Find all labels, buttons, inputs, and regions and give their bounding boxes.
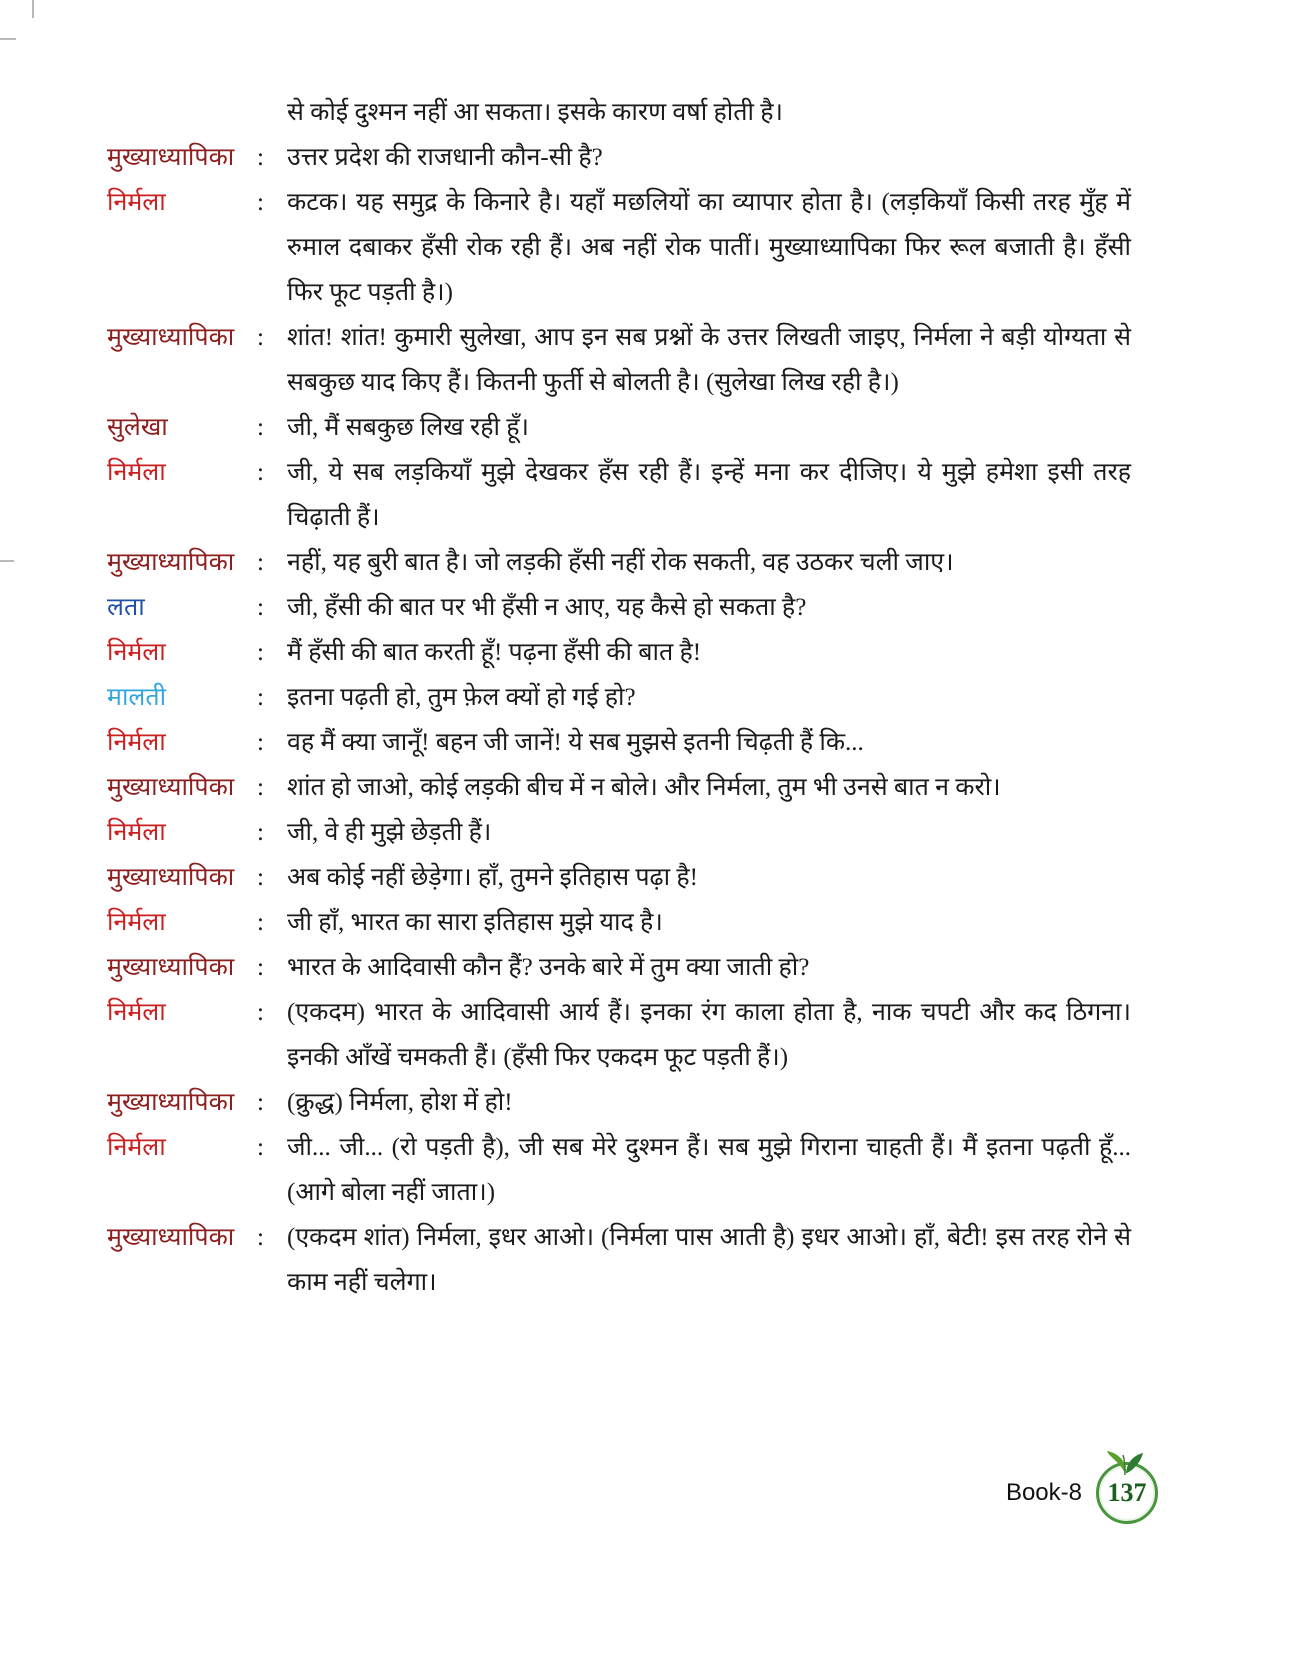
- dialogue-row: [107, 315, 1131, 405]
- crop-mark: [0, 560, 14, 562]
- dialogue-text: शांत हो जाओ, कोई लड़की बीच में न बोले। और निर्मला, तुम भी उनसे बात न करो।: [287, 774, 1001, 801]
- dialogue-text: (एकदम शांत) निर्मला, इधर आओ। (निर्मला पास आती है) इधर आओ। हाँ, बेटी! इस तरह रोने से काम नहीं चलेगा।: [287, 1224, 1131, 1296]
- dialogue-row: [107, 855, 1131, 900]
- speaker-colon: :: [257, 864, 264, 891]
- speaker-colon: :: [257, 819, 264, 846]
- dialogue-text: जी, मैं सबकुछ लिख रही हूँ।: [287, 414, 529, 441]
- speaker-colon: :: [257, 459, 264, 486]
- speaker-name: मालती: [107, 684, 167, 711]
- dialogue-text: (क्रुद्ध) निर्मला, होश में हो!: [287, 1089, 513, 1116]
- dialogue-row: [107, 720, 1131, 765]
- speaker-name: मुख्याध्यापिका: [107, 144, 235, 171]
- speaker-colon: :: [257, 909, 264, 936]
- leaf-icon: [1105, 1449, 1145, 1475]
- speaker-name: मुख्याध्यापिका: [107, 774, 235, 801]
- speaker-name: मुख्याध्यापिका: [107, 954, 235, 981]
- dialogue-text: वह मैं क्या जानूँ! बहन जी जानें! ये सब मुझसे इतनी चिढ़ती हैं कि...: [287, 729, 864, 756]
- speaker-colon: :: [257, 189, 264, 216]
- speaker-colon: :: [257, 594, 264, 621]
- dialogue-text: नहीं, यह बुरी बात है। जो लड़की हँसी नहीं रोक सकती, वह उठकर चली जाए।: [287, 549, 954, 576]
- speaker-name: मुख्याध्यापिका: [107, 864, 235, 891]
- speaker-name: निर्मला: [107, 909, 166, 936]
- dialogue-text: (एकदम) भारत के आदिवासी आर्य हैं। इनका रंग काला होता है, नाक चपटी और कद ठिगना। इनकी आँखें चमकती हैं। (हँसी फिर एकदम फूट पड़ती हैं।): [287, 999, 1132, 1071]
- speaker-colon: :: [257, 729, 264, 756]
- dialogue-row: [107, 765, 1131, 810]
- speaker-name: सुलेखा: [107, 414, 168, 441]
- speaker-colon: :: [257, 954, 264, 981]
- speaker-colon: :: [257, 774, 264, 801]
- speaker-colon: :: [257, 414, 264, 441]
- dialogue-row: [107, 90, 1131, 135]
- speaker-name: निर्मला: [107, 999, 166, 1026]
- speaker-colon: :: [257, 549, 264, 576]
- page-footer: [1006, 1462, 1158, 1524]
- speaker-colon: :: [257, 999, 264, 1026]
- dialogue-text: जी, हँसी की बात पर भी हँसी न आए, यह कैसे हो सकता है?: [287, 594, 807, 621]
- speaker-name: निर्मला: [107, 189, 166, 216]
- page-number: 137: [1107, 1478, 1147, 1507]
- dialogue-text: शांत! शांत! कुमारी सुलेखा, आप इन सब प्रश्नों के उत्तर लिखती जाइए, निर्मला ने बड़ी योग्यता से सबकुछ याद किए हैं। कितनी फुर्ती से बोलती है। (सुलेखा लिख रही है।): [287, 324, 1131, 396]
- dialogue-row: [107, 180, 1131, 315]
- dialogue-row: [107, 1215, 1131, 1305]
- speaker-name: निर्मला: [107, 729, 166, 756]
- speaker-colon: :: [257, 639, 264, 666]
- speaker-name: निर्मला: [107, 459, 166, 486]
- dialogue-text: जी, वे ही मुझे छेड़ती हैं।: [287, 819, 492, 846]
- dialogue-row: [107, 630, 1131, 675]
- speaker-name: निर्मला: [107, 819, 166, 846]
- page-number-badge: [1096, 1462, 1158, 1524]
- dialogue-text: उत्तर प्रदेश की राजधानी कौन-सी है?: [287, 144, 603, 171]
- speaker-colon: :: [257, 1134, 264, 1161]
- speaker-colon: :: [257, 144, 264, 171]
- speaker-name: मुख्याध्यापिका: [107, 1089, 235, 1116]
- dialogue-row: [107, 675, 1131, 720]
- speaker-colon: :: [257, 684, 264, 711]
- dialogue-text: इतना पढ़ती हो, तुम फ़ेल क्यों हो गई हो?: [287, 684, 636, 711]
- dialogue-row: [107, 405, 1131, 450]
- dialogue-row: [107, 990, 1131, 1080]
- speaker-name: लता: [107, 594, 145, 621]
- book-label: Book-8: [1005, 1479, 1082, 1506]
- dialogue-text: मैं हँसी की बात करती हूँ! पढ़ना हँसी की बात है!: [287, 639, 702, 666]
- dialogue-text: जी, ये सब लड़कियाँ मुझे देखकर हँस रही हैं। इन्हें मना कर दीजिए। ये मुझे हमेशा इसी तरह चिढ़ाती हैं।: [287, 459, 1131, 531]
- speaker-name: मुख्याध्यापिका: [107, 1224, 235, 1251]
- dialogue-text: से कोई दुश्मन नहीं आ सकता। इसके कारण वर्षा होती है।: [287, 99, 783, 126]
- dialogue-row: [107, 1125, 1131, 1215]
- dialogue-row: [107, 810, 1131, 855]
- speaker-name: मुख्याध्यापिका: [107, 324, 235, 351]
- dialogue-row: [107, 540, 1131, 585]
- dialogue-text: भारत के आदिवासी कौन हैं? उनके बारे में तुम क्या जाती हो?: [287, 954, 810, 981]
- dialogue-text: जी हाँ, भारत का सारा इतिहास मुझे याद है।: [287, 909, 663, 936]
- dialogue-row: [107, 450, 1131, 540]
- dialogue-row: [107, 1080, 1131, 1125]
- speaker-name: मुख्याध्यापिका: [107, 549, 235, 576]
- dialogue-row: [107, 945, 1131, 990]
- dialogue-text: कटक। यह समुद्र के किनारे है। यहाँ मछलियों का व्यापार होता है। (लड़कियाँ किसी तरह मुँह में रुमाल दबाकर हँसी रोक रही हैं। अब नहीं रोक पातीं। मुख्याध्यापिका फिर रूल बजाती है। हँसी फिर फूट पड़ती है।): [287, 189, 1131, 306]
- dialogue-row: [107, 900, 1131, 945]
- dialogue-row: [107, 135, 1131, 180]
- dialogue-text: जी... जी... (रो पड़ती है), जी सब मेरे दुश्मन हैं। सब मुझे गिराना चाहती हैं। मैं इतना पढ़ती हूँ... (आगे बोला नहीं जाता।): [287, 1134, 1131, 1206]
- dialogue-text: अब कोई नहीं छेड़ेगा। हाँ, तुमने इतिहास पढ़ा है!: [287, 864, 698, 891]
- speaker-colon: :: [257, 324, 264, 351]
- dialogue-list: [107, 90, 1131, 1305]
- speaker-colon: :: [257, 1089, 264, 1116]
- crop-mark: [0, 38, 16, 40]
- crop-mark: [32, 0, 34, 18]
- speaker-colon: :: [257, 1224, 264, 1251]
- dialogue-row: [107, 585, 1131, 630]
- speaker-name: निर्मला: [107, 1134, 166, 1161]
- speaker-name: निर्मला: [107, 639, 166, 666]
